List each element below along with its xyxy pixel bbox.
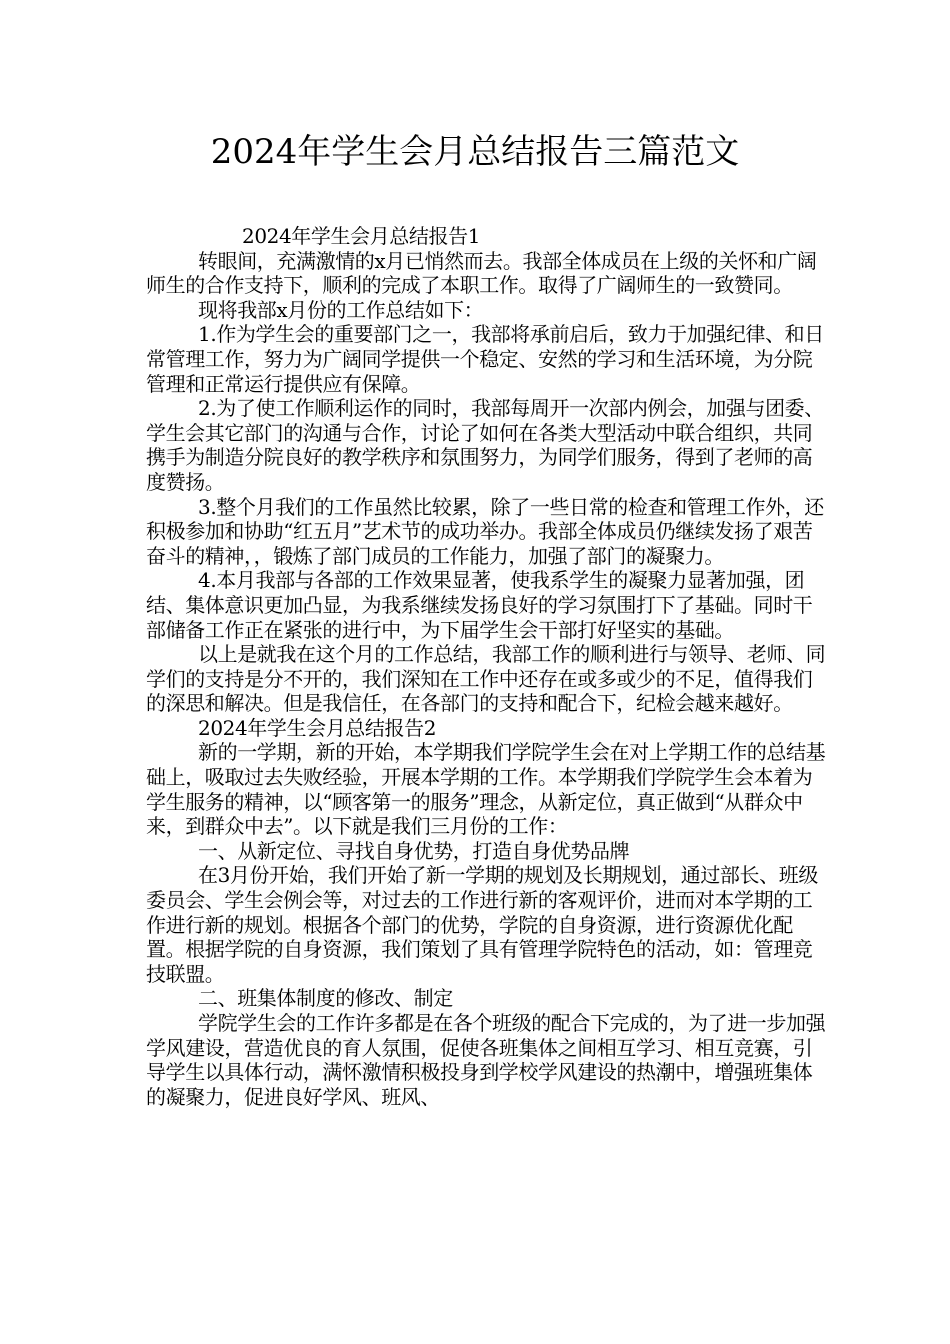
paragraph: 在3月份开始，我们开始了新一学期的规划及长期规划，通过部长、班级委员会、学生会例会等，对过去的工作进行新的客观评价，进而对本学期的工作进行新的规划。根据各个部门的优势，学院的自身资源，进行资源优化配置。根据学院的自身资源，我们策划了具有管理学院特色的活动，如：管理竞技联盟。 (146, 863, 818, 986)
subheading: 二、班集体制度的修改、制定 (198, 986, 453, 1011)
subheading: 一、从新定位、寻找自身优势，打造自身优势品牌 (198, 838, 630, 863)
paragraph: 新的一学期，新的开始，本学期我们学院学生会在对上学期工作的总结基础上，吸取过去失败经验，开展本学期的工作。本学期我们学院学生会本着为学生服务的精神，以“顾客第一的服务”理念，从新定位，真正做到“从群众中来，到群众中去”。以下就是我们三月份的工作： (146, 740, 826, 839)
paragraph: 学院学生会的工作许多都是在各个班级的配合下完成的，为了进一步加强学风建设，营造优良的育人氛围，促使各班集体之间相互学习、相互竞赛，引导学生以具体行动，满怀激情积极投身到学校学风建设的热潮中，增强班集体的凝聚力，促进良好学风、班风、 (146, 1011, 826, 1109)
paragraph-closing (146, 642, 826, 740)
section-heading-1: 2024年学生会月总结报告1 (242, 224, 481, 248)
document-body (146, 224, 826, 1109)
document-title: 2024年学生会月总结报告三篇范文 (210, 132, 740, 172)
paragraph: 转眼间，充满激情的x月已悄然而去。我部全体成员在上级的关怀和广阔师生的合作支持下，顺利的完成了本职工作。取得了广阔师生的一致赞同。 (146, 248, 817, 298)
closing-text: 以上是就我在这个月的工作总结，我部工作的顺利进行与领导、老师、同学们的支持是分不开的，我们深知在工作中还存在或多或少的不足，值得我们的深思和解决。但是我信任，在各部门的支持和配合下，纪检会越来越好。 (146, 642, 826, 716)
paragraph: 3.整个月我们的工作虽然比较累，除了一些日常的检查和管理工作外，还积极参加和协助“红五月”艺术节的成功举办。我部全体成员仍继续发扬了艰苦奋斗的精神，，锻炼了部门成员的工作能力，加强了部门的凝聚力。 (146, 494, 824, 568)
paragraph: 4.本月我部与各部的工作效果显著，使我系学生的凝聚力显著加强，团结、集体意识更加凸显，为我系继续发扬良好的学习氛围打下了基础。同时干部储备工作正在紧张的进行中，为下届学生会干部打好坚实的基础。 (146, 568, 813, 642)
paragraph: 现将我部x月份的工作总结如下： (198, 297, 484, 322)
paragraph: 1.作为学生会的重要部门之一，我部将承前启后，致力于加强纪律、和日常管理工作，努力为广阔同学提供一个稳定、安然的学习和生活环境，为分院管理和正常运行提供应有保障。 (146, 322, 824, 396)
section-heading-2: 2024年学生会月总结报告2 (198, 715, 437, 740)
paragraph: 2.为了使工作顺利运作的同时，我部每周开一次部内例会，加强与团委、学生会其它部门的沟通与合作，讨论了如何在各类大型活动中联合组织，共同携手为制造分院良好的教学秩序和氛围努力，为同学们服务，得到了老师的高度赞扬。 (146, 396, 824, 494)
